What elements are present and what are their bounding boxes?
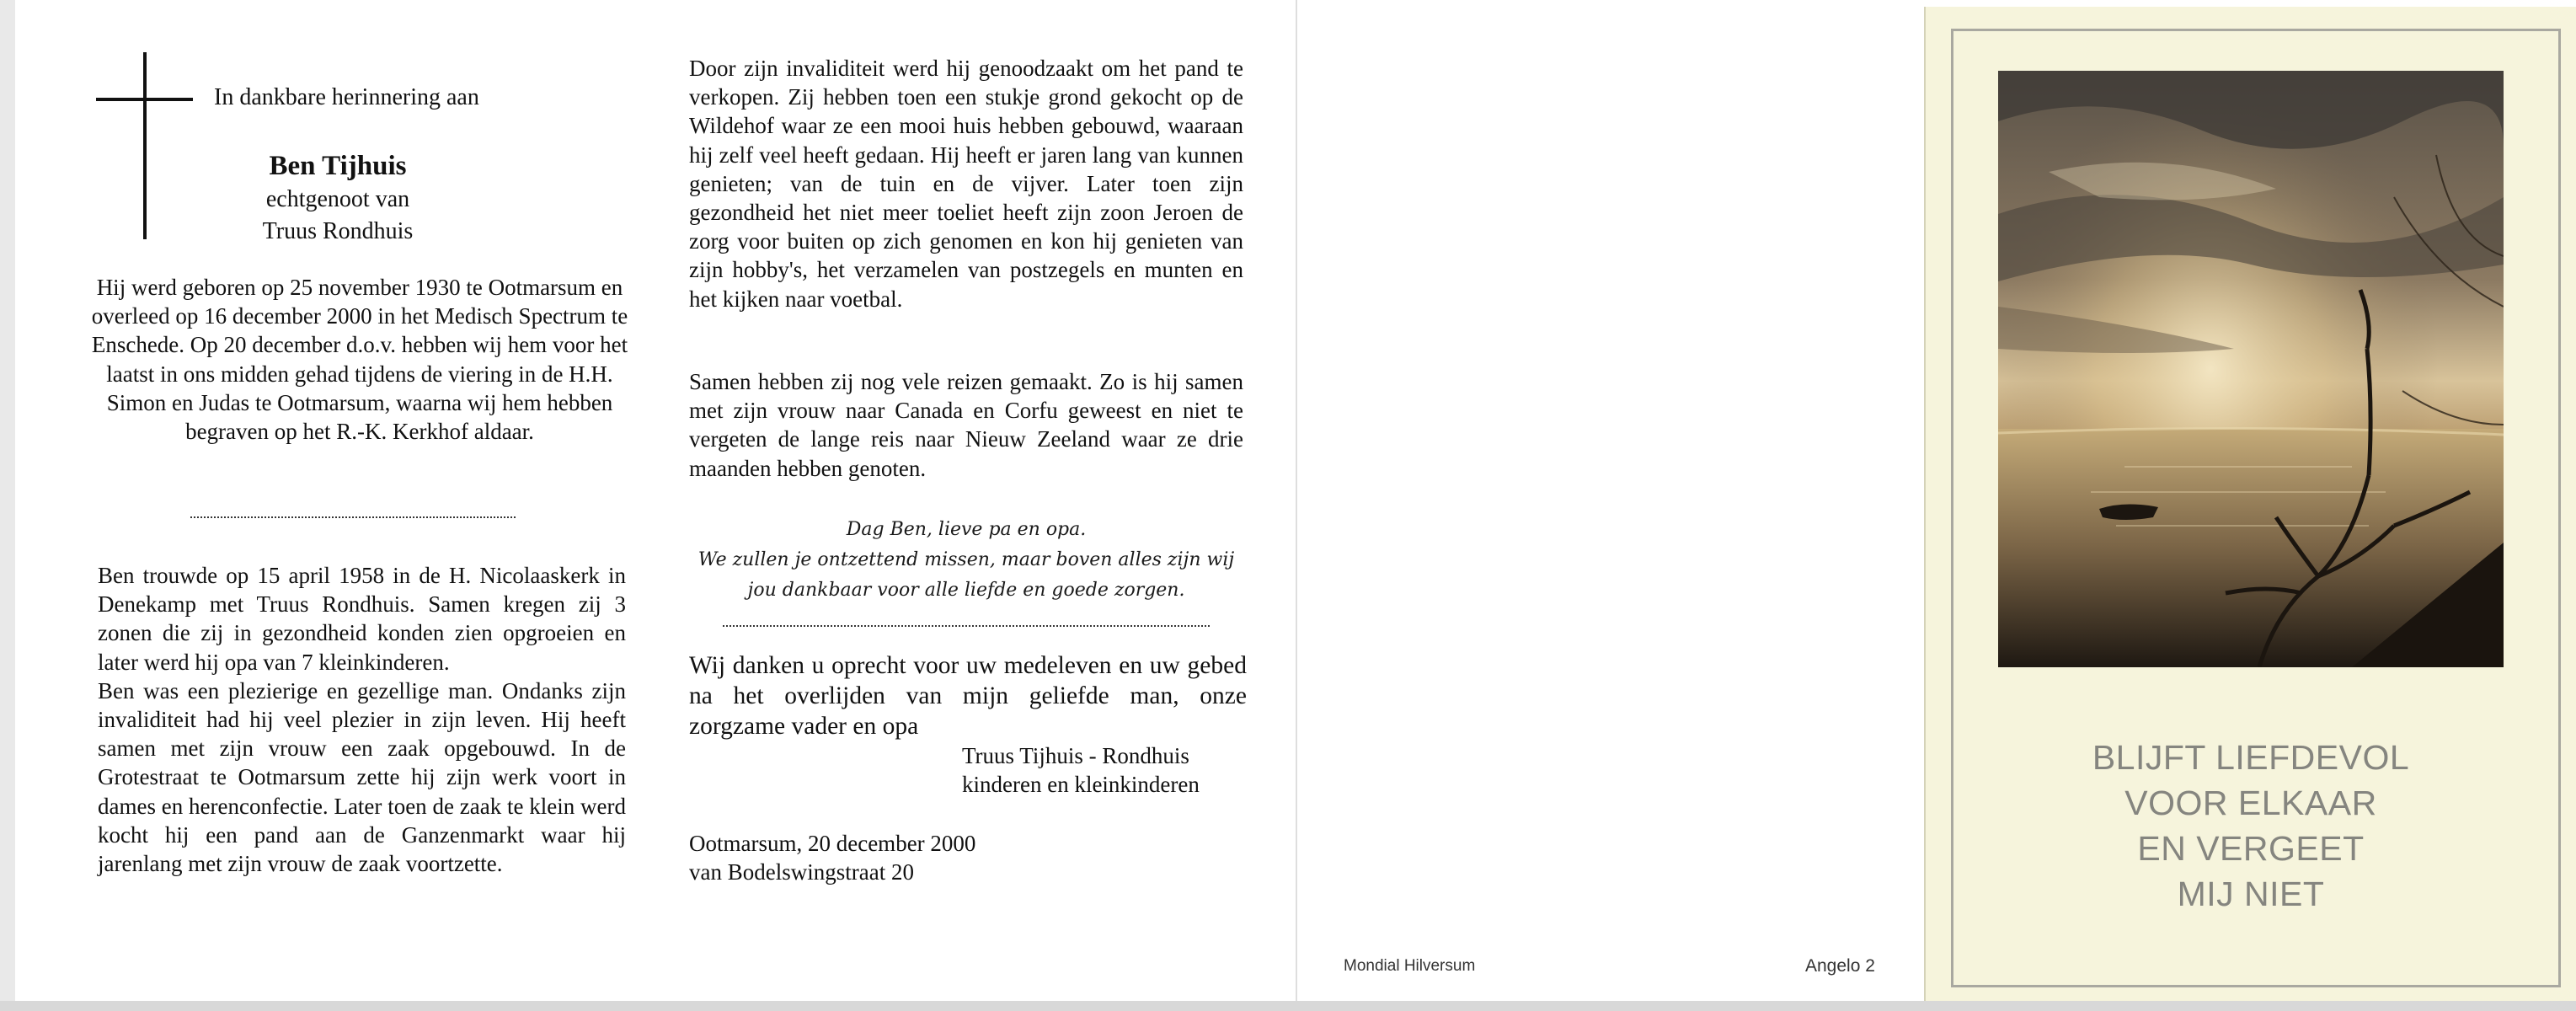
page-left-edge: [0, 0, 15, 1011]
intro-text: In dankbare herinnering aan: [214, 84, 479, 110]
farewell-verse: [689, 515, 1243, 606]
verse-line: EN VERGEET: [2137, 829, 2365, 868]
signature-line: kinderen en kleinkinderen: [962, 772, 1200, 798]
life-paragraph-2: Ben was een plezierige en gezellige man. Ondanks zijn invaliditeit had hij veel plezier in zijn leven. Hij heeft samen met zijn vrouw een zaak opgebouwd. In de Grotestraat te Ootmarsum zette hij zijn werk voort in dames en herenconfectie. Later toen de zaak te klein werd kocht hij een pand aan de Ganzenmarkt waar hij jarenlang met zijn vrouw de zaak voortzette.: [98, 677, 626, 877]
dotted-divider: [723, 625, 1210, 627]
life-story-left: [98, 561, 626, 878]
sunset-lake-image: [1998, 71, 2504, 667]
place-and-address: [689, 829, 975, 886]
life-story-middle-1: Door zijn invaliditeit werd hij genoodzaakt om het pand te verkopen. Zij hebben toen een stukje grond gekocht op de Wildehof waar ze een mooi huis hebben gebouwd, waaraan hij zelf veel heeft gedaan. Hij heeft er jaren lang van kunnen genieten; van de tuin en de vijver. Later toen zijn gezondheid het niet meer toeliet heeft zijn zoon Jeroen de zorg voor buiten op zich genomen en kon hij genieten van zijn hobby's, het verzamelen van postzegels en munten en het kijken naar voetbal.: [689, 56, 1243, 312]
verse-line: BLIJFT LIEFDEVOL: [2092, 738, 2410, 777]
thanks-text: Wij danken u oprecht voor uw medeleven en uw gebed na het overlijden van mijn geliefde man, onze zorgzame vader en opa: [689, 652, 1247, 740]
life-story-middle-2: Samen hebben zij nog vele reizen gemaakt. Zo is hij samen met zijn vrouw naar Canada en Corfu geweest en niet te vergeten de lange reis naar Nieuw Zeeland waar ze drie maanden hebben genoten.: [689, 369, 1243, 481]
life-paragraph-1: Ben trouwde op 15 april 1958 in de H. Nicolaaskerk in Denekamp met Truus Rondhuis. Samen kregen zij 3 zonen die zij in gezondheid konden zien opgroeien en later werd hij opa van 7 kleinkinderen.: [98, 563, 626, 675]
signature: [962, 741, 1200, 799]
place-date: Ootmarsum, 20 december 2000: [689, 831, 976, 856]
dotted-divider: [190, 516, 516, 518]
page-bottom-edge: [0, 1001, 2576, 1011]
signature-line: Truus Tijhuis - Rondhuis: [962, 743, 1189, 768]
printer-credit: Mondial Hilversum: [1344, 957, 1476, 975]
verse-line: VOOR ELKAAR: [2124, 784, 2377, 822]
farewell-line: jou dankbaar voor alle liefde en goede zorgen.: [747, 580, 1185, 601]
deceased-name: Ben Tijhuis: [269, 151, 407, 181]
spouse-name: Truus Rondhuis: [262, 218, 414, 244]
cross-icon-horizontal: [96, 98, 193, 101]
farewell-line: Dag Ben, lieve pa en opa.: [846, 519, 1087, 540]
cover-verse: [2008, 735, 2493, 917]
deceased-name-block: [157, 148, 519, 248]
cover-photo: [1998, 71, 2504, 667]
cross-icon-vertical: [143, 52, 147, 239]
address: van Bodelswingstraat 20: [689, 859, 914, 885]
verse-line: MIJ NIET: [2177, 875, 2325, 913]
birth-death-paragraph: Hij werd geboren op 25 november 1930 te Ootmarsum en overleed op 16 december 2000 in het Medisch Spectrum te Enschede. Op 20 december d.o.v. hebben wij hem voor het laatst in ons midden gehad tijdens de viering in de H.H. Simon en Judas te Ootmarsum, waarna wij hem hebben begraven op het R.-K. Kerkhof aldaar.: [91, 275, 628, 445]
relation-text: echtgenoot van: [265, 186, 410, 212]
series-label: Angelo 2: [1805, 956, 1875, 976]
fold-line: [1296, 0, 1297, 1011]
farewell-line: We zullen je ontzettend missen, maar boven alles zijn wij: [697, 549, 1235, 570]
